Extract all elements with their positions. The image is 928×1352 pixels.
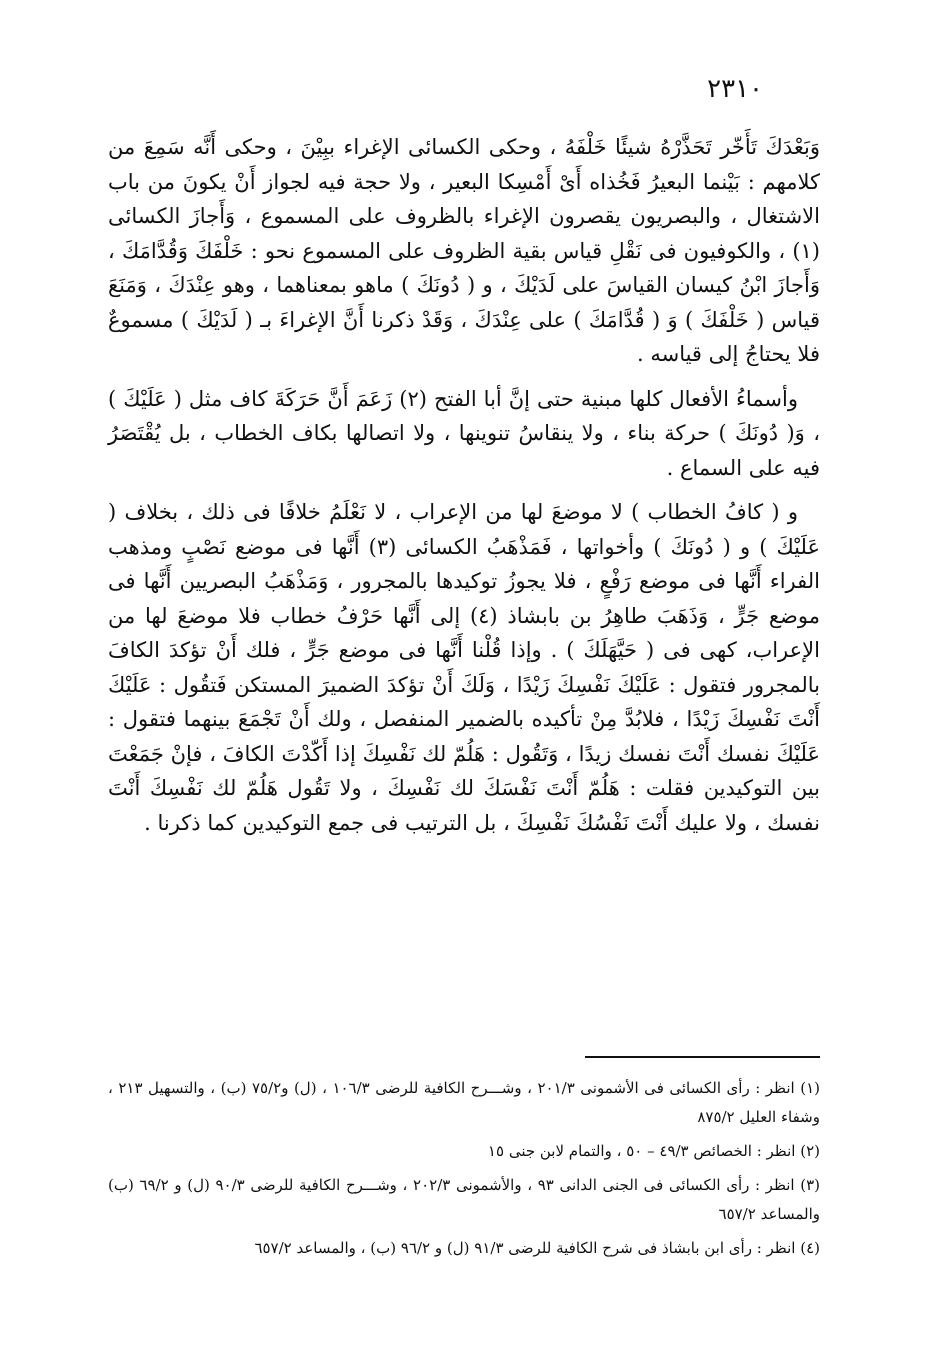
paragraph-asma-al-afal: وأسماءُ الأفعال كلها مبنية حتى إنَّ أبا الفتح (٢) زَعَمَ أَنَّ حَرَكَةَ كاف مثل ( عَلَيْكَ ) ، وَ( دُونَكَ ) حركة بناء ، ولا ينقاسُ تنوينها ، ولا اتصالها بكاف الخطاب ، بل يُقْتَصَرُ فيه على السماع . [108, 386, 820, 480]
page-number: ٢٣١٠ [707, 74, 763, 104]
footnote-1: (١) انظر : رأى الكسائى فى الأشمونى ٢٠١/٣ ، وشـــرح الكافية للرضى ١٠٦/٣ ، (ل) و٧٥/٢ (ب) ، والتسهيل ٢١٣ ، وشفاء العليل ٨٧٥/٢ [108, 1079, 820, 1126]
footnote-divider [585, 1056, 820, 1058]
footnote-4: (٤) انظر : رأى ابن بابشاذ فى شرح الكافية للرضى ٩١/٣ (ل) و ٩٦/٢ (ب) ، والمساعد ٦٥٧/٢ [254, 1239, 820, 1257]
footnotes [108, 1074, 820, 1268]
paragraph-ighra: وَبَعْدَكَ تَأَخّر تَحَذَّرْهُ شيئًا خَلْفَهُ ، وحكى الكسائى الإغراء ببِيْنَ ، وحكى أَنَّه سَمِعَ من كلامهم : بَيْنما البعيرُ فَخُذاه أَىْ أَمْسِكا البعير ، ولا حجة فيه لجواز أَنْ يكونَ من باب الاشتغال ، والبصريون يقصرون الإغراء بالظروف على المسموع ، وَأَجازَ الكسائى (١) ، والكوفيون فى نَقْلِ قياس بقية الظروف على المسموع نحو : خَلْفَكَ وَقُدَّامَكَ ، وَأَجازَ ابْنُ كيسان القياسَ على لَدَيْكَ ، و ( دُونَكَ ) ماهو بمعناهما ، وهو عِنْدَكَ ، وَمَنَعَ قياس ( خَلْفَكَ ) وَ ( قُدَّامَكَ ) على عِنْدَكَ ، وَقَدْ ذكرنا أَنَّ الإغراءَ بـ ( لَدَيْكَ ) مسموعٌ فلا يحتاجُ إلى قياسه . [108, 135, 820, 366]
footnote-2: (٢) انظر : الخصائص ٤٩/٣ – ٥٠ ، والتمام لابن جنى ١٥ [487, 1142, 820, 1160]
paragraph-kaf-al-khitab: و ( كافُ الخطاب ) لا موضعَ لها من الإعراب ، لا نَعْلَمُ خلافًا فى ذلك ، بخلاف ( عَلَيْكَ ) و ( دُونَكَ ) وأخواتها ، فَمَذْهَبُ الكسائى (٣) أَنَّها فى موضع نَصْبٍ ومذهب الفراء أَنَّها فى موضع رَفْعٍ ، فلا يجوزُ توكيدها بالمجرور ، وَمَذْهَبُ البصريين أَنَّها فى موضع جَرٍّ ، وَذَهَبَ طاهِرُ بن بابشاذ (٤) إلى أَنَّها حَرْفُ خطاب فلا موضعَ لها من الإعراب، كهى فى ( حَيَّهَلَكَ ) . وإذا قُلْنا أَنَّها فى موضع جَرٍّ ، فلك أَنْ تؤكدَ الكافَ بالمجرور فتقول : عَلَيْكَ نَفْسِكَ زَيْدًا ، وَلَكَ أَنْ تؤكدَ الضميرَ المستكن فَتقُول : عَلَيْكَ أَنْتَ نَفْسِكَ زَيْدًا ، فلابُدَّ مِنْ تأكيده بالضمير المنفصل ، ولك أَنْ تَجْمَعَ بينهما فتقول : عَلَيْكَ نفسك أَنْتَ نفسك زيدًا ، وَتَقُول : هَلُمّ لك نَفْسِكَ إذا أَكّدْتَ الكافَ ، فإنْ جَمَعْتَ بين التوكيدين فقلت : هَلُمّ أَنْتَ نَفْسَكَ لك نَفْسِكَ ، ولا تَقُول هَلُمّ لك نَفْسِكَ أَنْتَ نفسك ، ولا عليك أَنْتَ نَفْسُكَ نَفْسِكَ ، بل الترتيب فى جمع التوكيدين كما ذكرنا . [108, 500, 820, 835]
footnote-3: (٣) انظر : رأى الكسائى فى الجنى الدانى ٩٣ ، والأشمونى ٢٠٢/٣ ، وشـــرح الكافية للرضى ٩٠/٣ (ل) و ٦٩/٢ (ب) والمساعد ٦٥٧/٢ [108, 1176, 821, 1223]
main-text [108, 130, 820, 840]
